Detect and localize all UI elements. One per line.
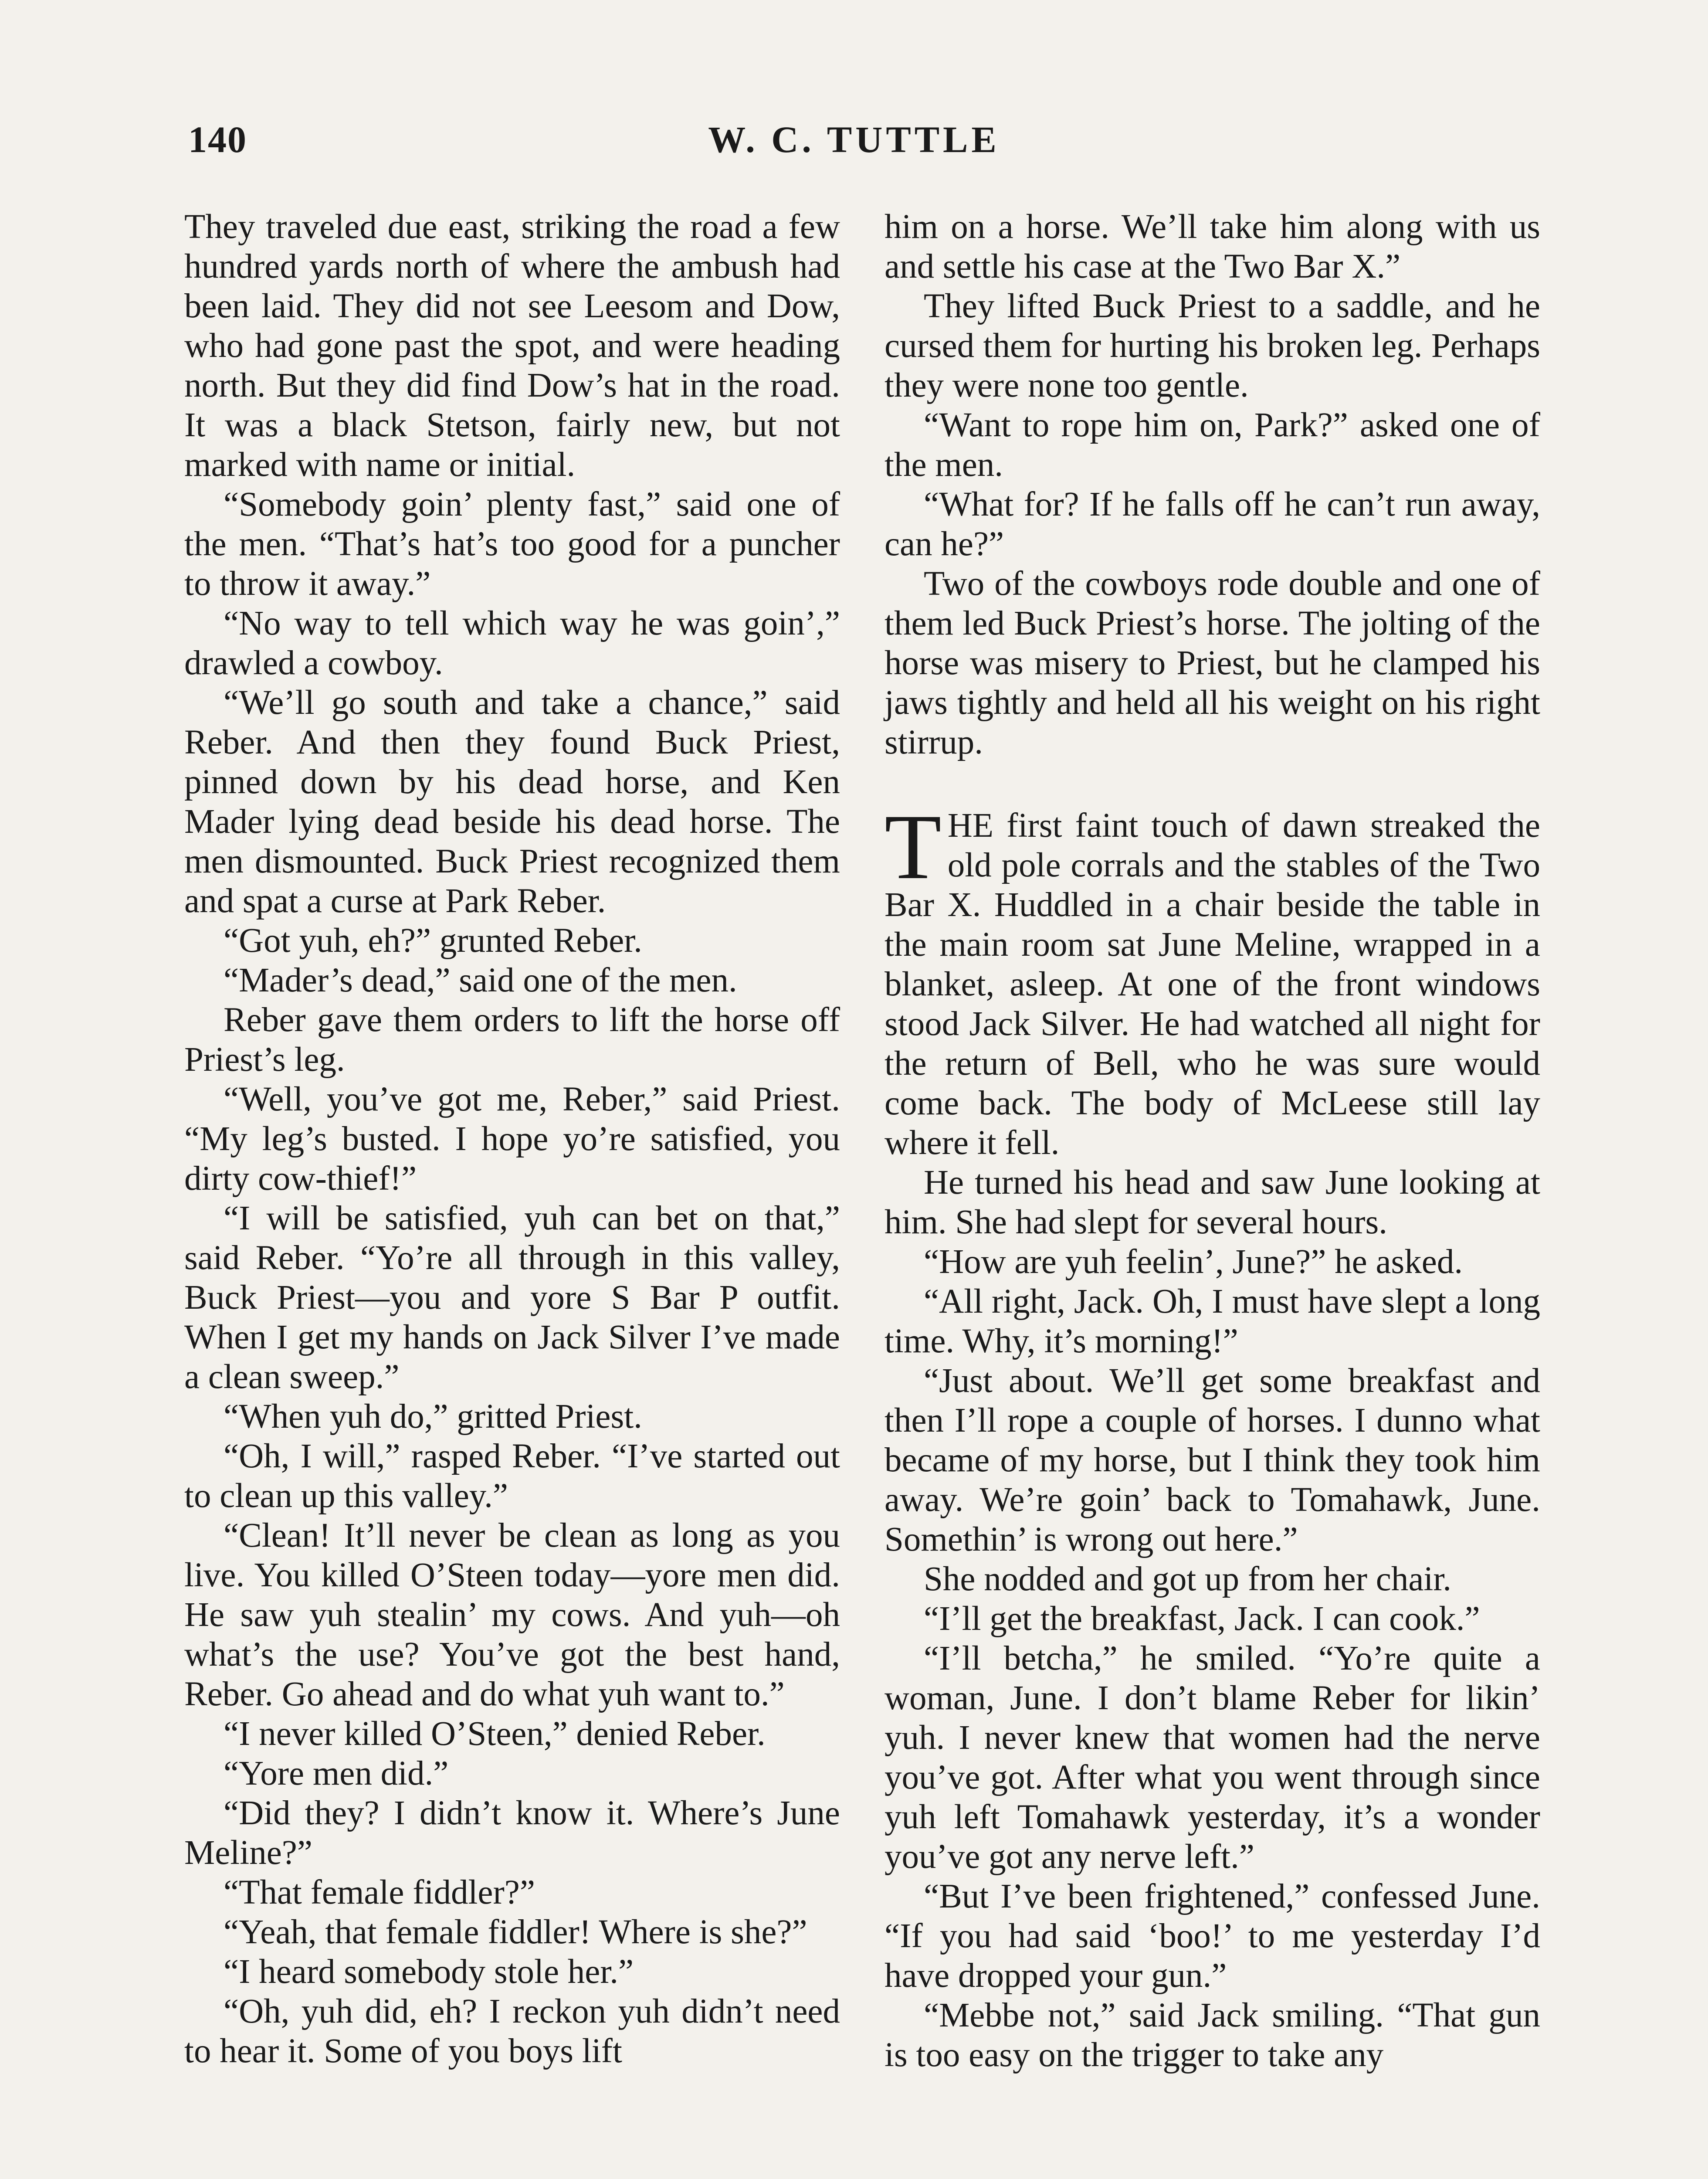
- paragraph: “No way to tell which way he was goin’,” drawled a cowboy.: [184, 604, 840, 682]
- paragraph: “Mebbe not,” said Jack smiling. “That gun is too easy on the trigger to take any: [884, 1996, 1540, 2074]
- paragraph-text: HE first faint touch of dawn streaked the old pole corrals and the stables of the Two Bar X. Huddled in a chair beside the table in the main room sat June Meline, wrapped in a blanket, asleep. At one of the front windows stood Jack Silver. He had watched all night for the return of Bell, who he was sure would come back. The body of McLeese still lay where it fell.: [884, 807, 1540, 1162]
- paragraph: “All right, Jack. Oh, I must have slept a long time. Why, it’s morning!”: [884, 1283, 1540, 1360]
- paragraph: “Clean! It’ll never be clean as long as you live. You killed O’Steen today—yore men did. He saw yuh stealin’ my cows. And yuh—oh what’s the use? You’ve got the best hand, Reber. Go ahead and do what yuh want to.”: [184, 1517, 840, 1713]
- right-column: [884, 207, 1540, 2075]
- paragraph: “Oh, I will,” rasped Reber. “I’ve started out to clean up this valley.”: [184, 1437, 840, 1515]
- paragraph: They traveled due east, striking the road a few hundred yards north of where the ambush had been laid. They did not see Leesom and Dow, who had gone past the spot, and were heading north. But they did find Dow’s hat in the road. It was a black Stetson, fairly new, but not marked with name or initial.: [184, 208, 840, 484]
- left-column: [184, 207, 840, 2071]
- paragraph: “Well, you’ve got me, Reber,” said Priest. “My leg’s busted. I hope yo’re satisfied, you dirty cow-thief!”: [184, 1080, 840, 1198]
- running-head: W. C. TUTTLE: [708, 119, 1000, 160]
- paragraph: “Mader’s dead,” said one of the men.: [224, 961, 737, 999]
- paragraph: him on a horse. We’ll take him along with us and settle his case at the Two Bar X.”: [884, 208, 1540, 285]
- page-header: [188, 118, 1520, 166]
- paragraph: “I will be satisfied, yuh can bet on that,” said Reber. “Yo’re all through in this valley, Buck Priest—you and yore S Bar P outfit. When I get my hands on Jack Silver I’ve made a clean sweep.”: [184, 1199, 840, 1396]
- paragraph: “That female fiddler?”: [224, 1874, 535, 1911]
- page-number: 140: [188, 119, 247, 160]
- paragraph: “Just about. We’ll get some breakfast and then I’ll rope a couple of horses. I dunno what became of my horse, but I think they took him away. We’re goin’ back to Tomahawk, June. Somethin’ is wrong out here.”: [884, 1362, 1540, 1558]
- paragraph: “Yeah, that female fiddler! Where is she?”: [224, 1913, 807, 1951]
- paragraph: “Somebody goin’ plenty fast,” said one of the men. “That’s hat’s too good for a puncher to throw it away.”: [184, 485, 840, 603]
- paragraph: He turned his head and saw June looking at him. She had slept for several hours.: [884, 1164, 1540, 1241]
- paragraph: Two of the cowboys rode double and one of them led Buck Priest’s horse. The jolting of the horse was misery to Priest, but he clamped his jaws tightly and held all his weight on his right stirrup.: [884, 565, 1540, 761]
- paragraph: “Got yuh, eh?” grunted Reber.: [224, 922, 642, 960]
- paragraph: “How are yuh feelin’, June?” he asked.: [924, 1243, 1463, 1281]
- paragraph: “I heard somebody stole her.”: [224, 1953, 634, 1991]
- paragraph: “Yore men did.”: [224, 1755, 449, 1792]
- paragraph: “Want to rope him on, Park?” asked one of the men.: [884, 406, 1540, 484]
- paragraph: “I’ll get the breakfast, Jack. I can cook.”: [924, 1600, 1480, 1638]
- paragraph: “Oh, yuh did, eh? I reckon yuh didn’t need to hear it. Some of you boys lift: [184, 1992, 840, 2070]
- paragraph: “But I’ve been frightened,” confessed June. “If you had said ‘boo!’ to me yesterday I’d have dropped your gun.”: [884, 1877, 1540, 1995]
- paragraph: “When yuh do,” gritted Priest.: [224, 1398, 642, 1436]
- drop-cap: T: [884, 795, 942, 899]
- paragraph: “I never killed O’Steen,” denied Reber.: [224, 1715, 766, 1753]
- paragraph: They lifted Buck Priest to a saddle, and he cursed them for hurting his broken leg. Perhaps they were none too gentle.: [884, 287, 1540, 404]
- paragraph: “What for? If he falls off he can’t run away, can he?”: [884, 485, 1540, 563]
- paragraph: “I’ll betcha,” he smiled. “Yo’re quite a woman, June. I don’t blame Reber for likin’ yuh. I never knew that women had the nerve you’ve got. After what you went through since yuh left Tomahawk yesterday, it’s a wonder you’ve got any nerve left.”: [884, 1639, 1540, 1876]
- paragraph: Reber gave them orders to lift the horse off Priest’s leg.: [184, 1001, 840, 1079]
- paragraph: “We’ll go south and take a chance,” said Reber. And then they found Buck Priest, pinned down by his dead horse, and Ken Mader lying dead beside his dead horse. The men dismounted. Buck Priest recognized them and spat a curse at Park Reber.: [184, 684, 840, 920]
- paragraph: She nodded and got up from her chair.: [924, 1560, 1452, 1598]
- paragraph: “Did they? I didn’t know it. Where’s June Meline?”: [184, 1794, 840, 1872]
- section-start-paragraph: [884, 795, 1540, 1163]
